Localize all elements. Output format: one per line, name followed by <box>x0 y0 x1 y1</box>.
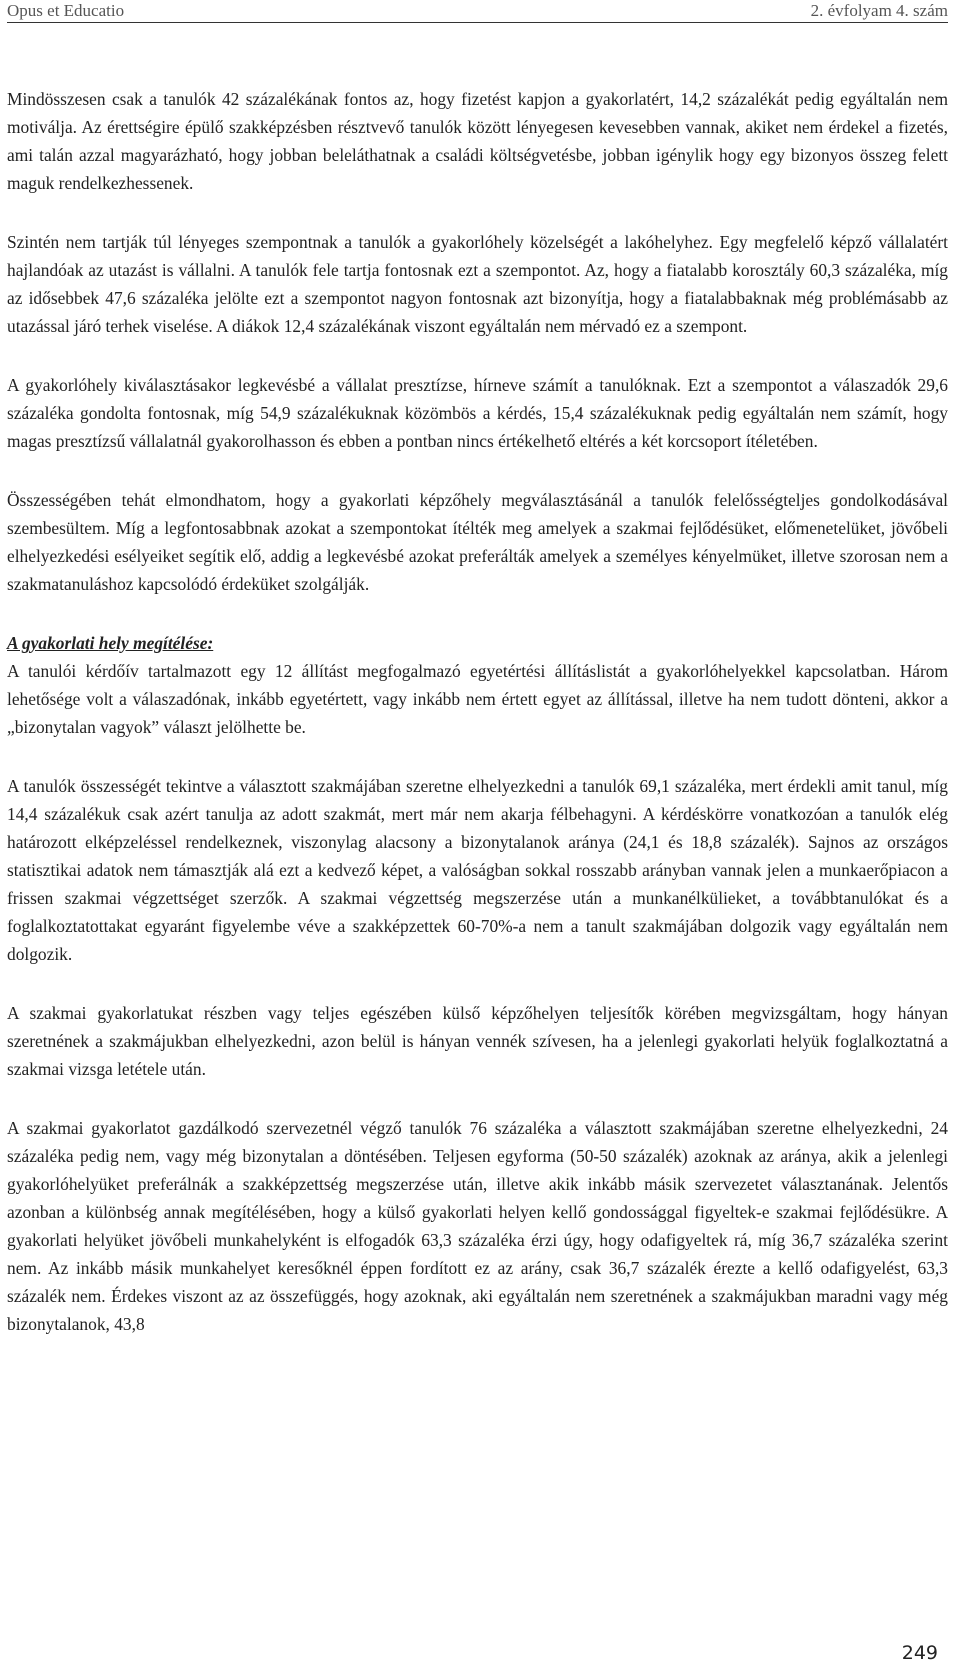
paragraph: Mindösszesen csak a tanulók 42 százalékának fontos az, hogy fizetést kapjon a gyakorlatért, 14,2 százalékát pedig egyáltalán nem motiválja. Az érettségire épülő szakképzésben résztvevő tanulók között lényegesen kevesebben vannak, akiket nem érdekel a fizetés, ami talán azzal magyarázható, hogy jobban beleláthatnak a családi költségvetésbe, jobban igénylik hogy egy bizonyos összeg felett maguk rendelkezhessenek. <box>7 89 948 193</box>
running-header <box>7 0 948 23</box>
paragraph: A szakmai gyakorlatot gazdálkodó szervezetnél végző tanulók 76 százaléka a választott szakmájában szeretne elhelyezkedni, 24 százaléka pedig nem, vagy még bizonytalan a döntésében. Teljesen egyforma (50-50 százalék) azoknak az aránya, akik a jelenlegi gyakorlóhelyüket preferálnák a szakképzettség megszerzése után, illetve akik inkább másik szervezetet választanának. Jelentős azonban a különbség annak megítélésében, hogy a külső gyakorlati helyen kellő gondossággal figyeltek-e szakmai fejlődésükre. A gyakorlati helyüket jövőbeli munkahelyként is elfogadók 63,3 százaléka érzi úgy, hogy odafigyeltek rá, míg 36,7 százaléka szerint nem. Az inkább másik munkahelyet keresőknél éppen fordított ez az arány, csak 36,7 százalék érezte a kellő odafigyelést, 63,3 százalék nem. Érdekes viszont az az összefüggés, hogy azoknak, aki egyáltalán nem szeretnének a szakmájukban maradni vagy még bizonytalanok, 43,8 <box>7 1118 948 1334</box>
paragraph: A szakmai gyakorlatukat részben vagy teljes egészében külső képzőhelyen teljesítők körében megvizsgáltam, hogy hányan szeretnének a szakmájukban elhelyezkedni, azon belül is hányan vennék szívesen, ha a jelenlegi gyakorlati helyük foglalkoztatná a szakmai vizsga letétele után. <box>7 1003 948 1079</box>
body-text <box>7 85 948 1338</box>
page-number: 249 <box>901 1642 938 1664</box>
paragraph: A gyakorlóhely kiválasztásakor legkevésbé a vállalat presztízse, hírneve számít a tanulóknak. Ezt a szempontot a válaszadók 29,6 százaléka gondolta fontosnak, míg 54,9 százalékuknak közömbös a kérdés, 15,4 százalékuknak pedig egyáltalán nem számít, hogy magas presztízsű vállalatnál gyakorolhasson és ebben a pontban nincs értékelhető eltérés a két korcsoport ítéletében. <box>7 375 948 451</box>
paragraph: A tanulók összességét tekintve a választott szakmájában szeretne elhelyezkedni a tanulók 69,1 százaléka, mert érdekli amit tanul, míg 14,4 százalékuk csak azért tanulja az adott szakmát, mert már nem akarja félbehagyni. A kérdéskörre vonatkozóan a tanulók elég határozott elképzeléssel rendelkeznek, viszonylag alacsony a bizonytalanok aránya (24,1 és 18,8 százalék). Sajnos az országos statisztikai adatok nem támasztják alá ezt a kedvező képet, a valóságban sokkal rosszabb arányban vannak jelen a munkaerőpiacon a frissen szakmai végzettséget szerzők. A szakmai végzettség megszerzése után a munkanélkülieket, a továbbtanulókat és a foglalkoztatottakat egyaránt figyelembe véve a szakképzettek 60-70%-a nem a tanult szakmájában dolgozik vagy egyáltalán nem dolgozik. <box>7 776 948 964</box>
paragraph: Összességében tehát elmondhatom, hogy a gyakorlati képzőhely megválasztásánál a tanulók felelősségteljes gondolkodásával szembesültem. Míg a legfontosabbnak azokat a szempontokat ítélték meg amelyek a szakmai fejlődésüket, előmenetelüket, jövőbeli elhelyezkedési esélyeiket segítik elő, addig a legkevésbé azokat preferálták amelyek a személyes kényelmüket, illetve szorosan nem a szakmatanuláshoz kapcsolódó érdeküket szolgálják. <box>7 490 948 594</box>
paragraph: Szintén nem tartják túl lényeges szempontnak a tanulók a gyakorlóhely közelségét a lakóhelyhez. Egy megfelelő képző vállalatért hajlandóak az utazást is vállalni. A tanulók fele tartja fontosnak ezt a szempontot. Az, hogy a fiatalabb korosztály 60,3 százaléka, míg az idősebbek 47,6 százaléka jelölte ezt a szempontot nagyon fontosnak azt bizonyítja, hogy a fiatalabbaknak még problémásabb az utazással járó terhek viselése. A diákok 12,4 százalékának viszont egyáltalán nem mérvadó ez a szempont. <box>7 232 948 336</box>
paragraph: A tanulói kérdőív tartalmazott egy 12 állítást megfogalmazó egyetértési állításlistát a gyakorlóhelyekkel kapcsolatban. Három lehetősége volt a válaszadónak, inkább egyetértett, vagy inkább nem értett egyet az állítással, illetve ha nem tudott dönteni, akkor a „bizonytalan vagyok” választ jelölhette be. <box>7 661 948 737</box>
section-heading: A gyakorlati hely megítélése: <box>7 633 214 653</box>
journal-title: Opus et Educatio <box>7 1 125 20</box>
issue-label: 2. évfolyam 4. szám <box>810 1 948 20</box>
